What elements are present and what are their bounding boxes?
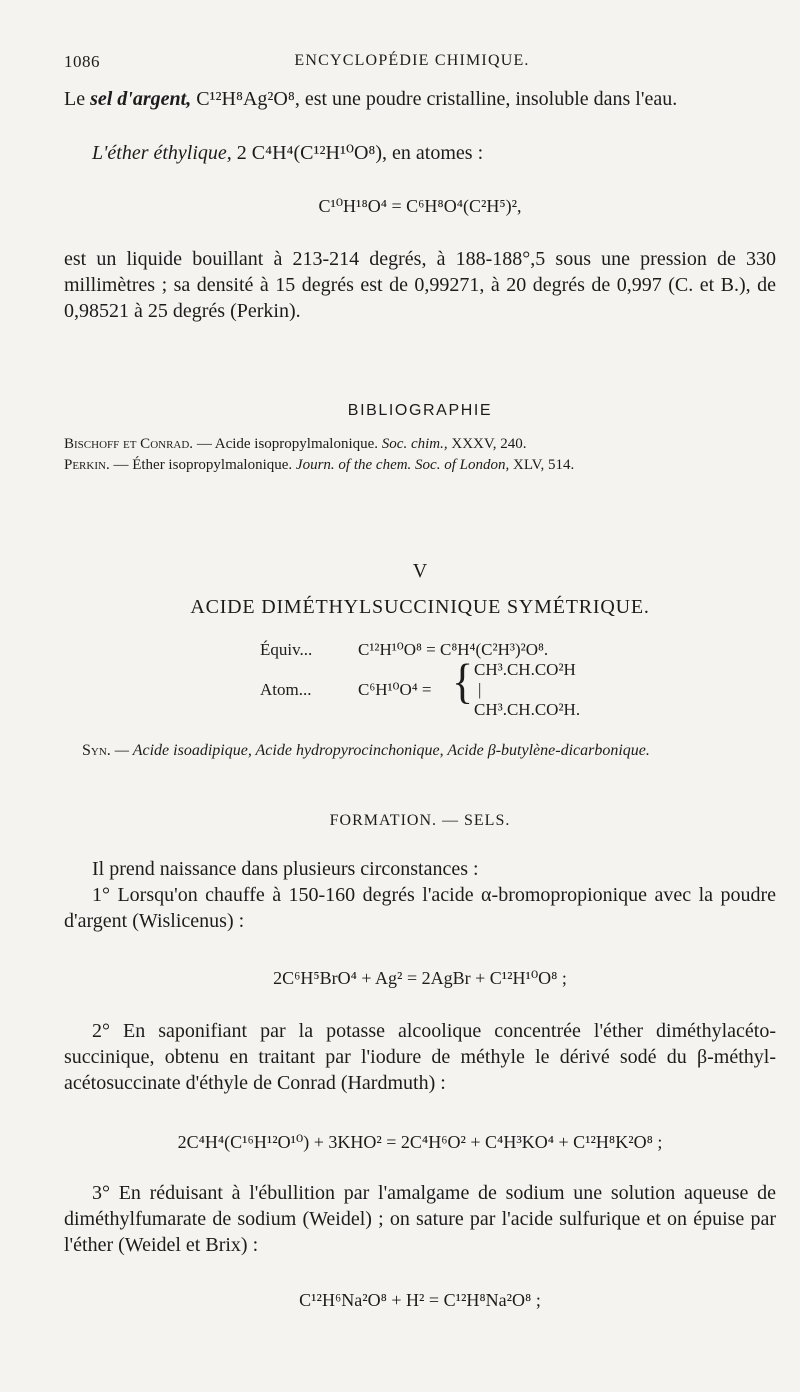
section-title: ACIDE DIMÉTHYLSUCCINIQUE SYMÉTRIQUE. — [190, 596, 650, 618]
page-number: 1086 — [64, 52, 100, 71]
term-ether-ethylique: L'éther éthylique, — [92, 142, 232, 164]
atom-formula: C⁶H¹⁰O⁴ = — [358, 680, 432, 699]
equation-3: C¹²H⁶Na²O⁸ + H² = C¹²H⁸Na²O⁸ ; — [299, 1290, 541, 1310]
synonyms: Syn. — Acide isoadipique, Acide hydropyrocinchonique, Acide β-butylène-dicarbonique. — [82, 742, 650, 759]
atom-structure-line-1: CH³.CH.CO²H — [474, 660, 576, 679]
brace-glyph: { — [452, 654, 474, 709]
paragraph-liquide: est un liquide bouillant à 213-214 degrés, à 188-188°,5 sous une pression de 330 millimètres ; sa densité à 15 degrés est de 0,99271, à 20 degrés de 0,997 (C. et B.), de 0,98521 à 25 degrés (Perkin). — [64, 248, 776, 322]
formula-atoms: C¹⁰H¹⁸O⁴ = C⁶H⁸O⁴(C²H⁵)², — [318, 196, 522, 216]
page-header — [64, 52, 760, 76]
equiv-formula: C¹²H¹⁰O⁸ = C⁸H⁴(C²H³)²O⁸. — [358, 640, 549, 659]
running-title: ENCYCLOPÉDIE CHIMIQUE. — [294, 52, 530, 69]
atom-structure-bond: | — [478, 680, 482, 699]
paragraph-sel-argent: Le sel d'argent, C¹²H⁸Ag²O⁸, est une poudre cristalline, insoluble dans l'eau. — [64, 88, 678, 110]
paragraph-naissance: Il prend naissance dans plusieurs circonstances : — [92, 858, 479, 880]
bibliography-ref-2: Perkin. — Éther isopropylmalonique. Journ. of the chem. Soc. of London, XLV, 514. — [64, 457, 575, 473]
paragraph-ether: L'éther éthylique, 2 C⁴H⁴(C¹²H¹⁰O⁸), en atomes : — [92, 142, 484, 164]
paragraph-item-1: 1° Lorsqu'on chauffe à 150-160 degrés l'acide α-bromopropionique avec la poudre d'argent (Wislicenus) : — [64, 884, 776, 932]
atom-structure-line-2: CH³.CH.CO²H. — [474, 700, 581, 719]
equation-2: 2C⁴H⁴(C¹⁶H¹²O¹⁰) + 3KHO² = 2C⁴H⁶O² + C⁴H³KO⁴ + C¹²H⁸K²O⁸ ; — [177, 1132, 663, 1152]
paragraph-item-3: 3° En réduisant à l'ébullition par l'amalgame de sodium une solution aqueuse de diméthylfumarate de sodium (Weidel) ; on sature par l'acide sulfurique et on épuise par l'éther (Weidel et Brix) : — [64, 1182, 776, 1256]
bibliography-ref-1: Bischoff et Conrad. — Acide isopropylmalonique. Soc. chim., XXXV, 240. — [64, 436, 527, 452]
section-number: V — [412, 560, 428, 582]
equation-1: 2C⁶H⁵BrO⁴ + Ag² = 2AgBr + C¹²H¹⁰O⁸ ; — [273, 968, 567, 988]
paragraph-item-2: 2° En saponifiant par la potasse alcoolique concentrée l'éther diméthylacéto-succinique, obtenu en traitant par l'iodure de méthyle le dérivé sodé du β-méthyl-acétosuccinate d'éthyle de Conrad (Hardmuth) : — [64, 1020, 776, 1094]
term-sel-argent: sel d'argent, — [90, 88, 192, 110]
equiv-label: Équiv... — [260, 640, 313, 659]
atom-label: Atom... — [260, 680, 312, 699]
formation-heading: FORMATION. — SELS. — [329, 812, 511, 829]
bibliography-title: BIBLIOGRAPHIE — [347, 402, 493, 419]
